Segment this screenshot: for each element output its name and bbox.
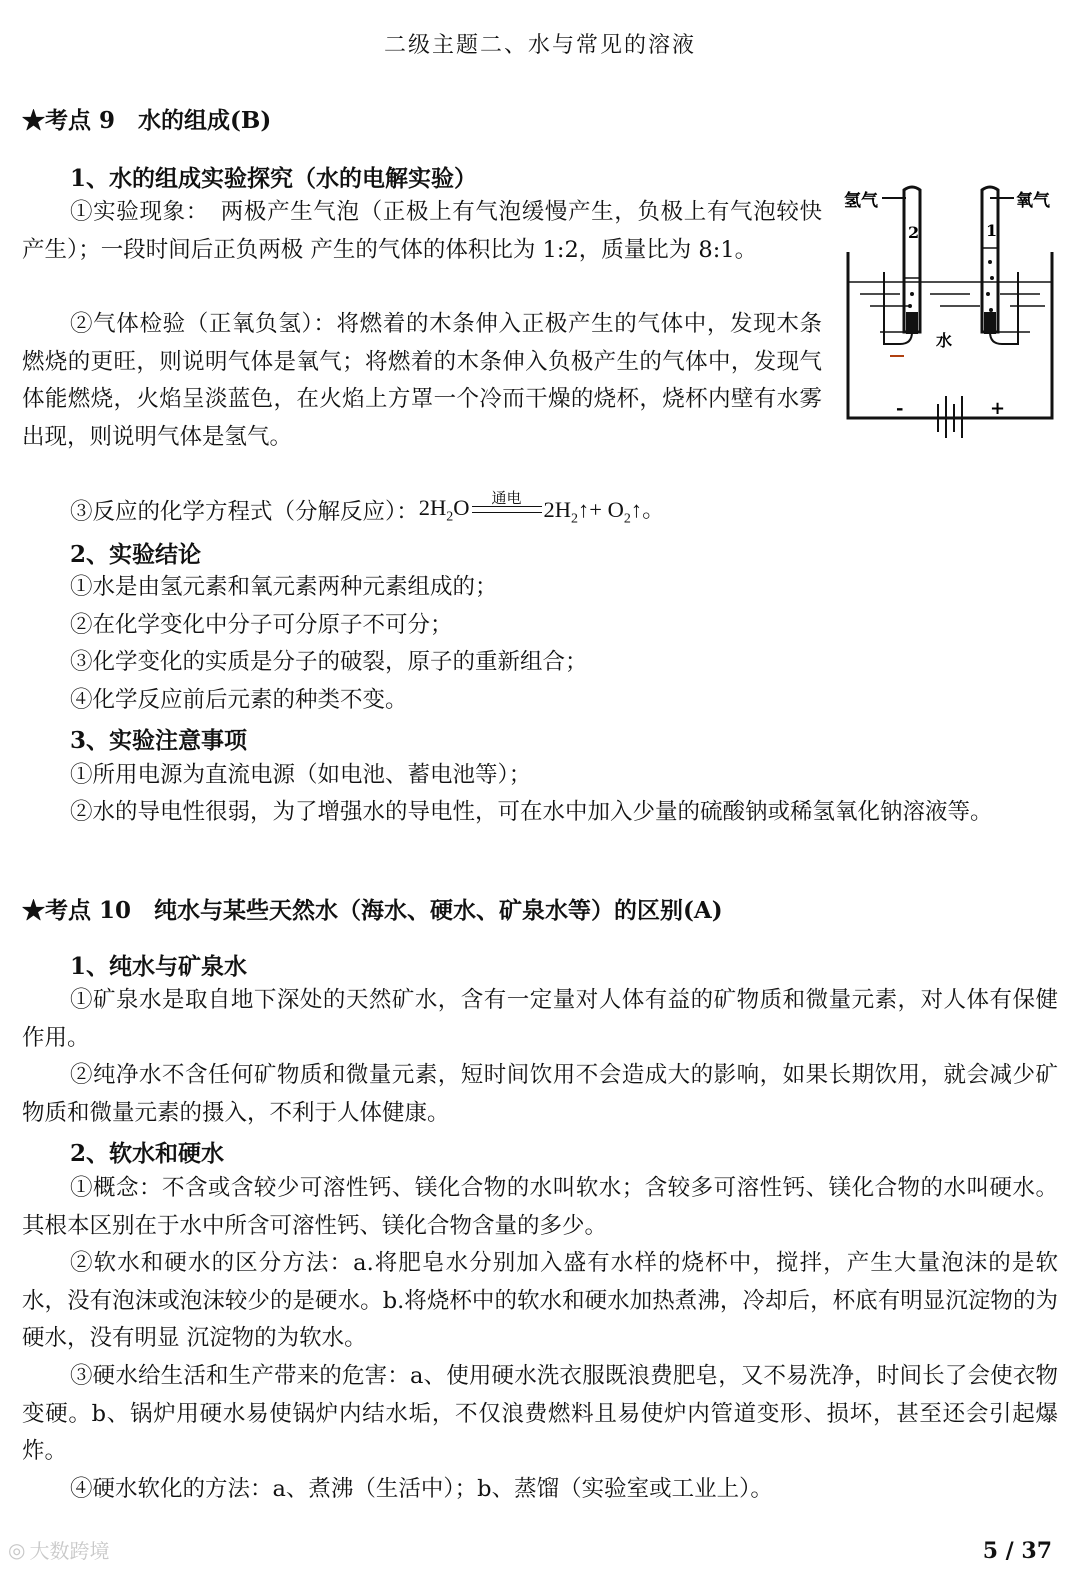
- hardwater-item: ③硬水给生活和生产带来的危害：a、使用硬水洗衣服既浪费肥皂，又不易洗净，时间长了会使衣物变硬。b、锅炉用硬水易使锅炉内结水垢，不仅浪费燃料且易使炉内管道变形、损坏，甚至还会引起爆炸。: [22, 1363, 1058, 1464]
- precaution-item: ②水的导电性很弱，为了增强水的导电性，可在水中加入少量的硫酸钠或稀氢氧化钠溶液等。: [70, 799, 993, 825]
- hardwater-item: ④硬水软化的方法：a、煮沸（生活中）；b、蒸馏（实验室或工业上）。: [70, 1476, 773, 1502]
- page-number: 5 / 37: [982, 1538, 1052, 1564]
- paragraph-gas-test: ②气体检验（正氧负氢）：将燃着的木条伸入正极产生的气体中，发现木条燃烧的更旺，则说明气体是氧气；将燃着的木条伸入负极产生的气体中，发现气体能燃烧，火焰呈淡蓝色，在火焰上方罩一个冷而干燥的烧杯，烧杯内壁有水雾出现，则说明气体是氢气。: [22, 311, 822, 450]
- hardwater-item: ②软水和硬水的区分方法：a.将肥皂水分别加入盛有水样的烧杯中，搅拌，产生大量泡沫的是软水，没有泡沫或泡沫较少的是硬水。b.将烧杯中的软水和硬水加热煮沸，冷却后，杯底有明显沉淀物的为硬水，没有明显 沉淀物的为软水。: [22, 1250, 1058, 1351]
- subheading-conclusion: 2、实验结论: [70, 541, 202, 568]
- section-10-title: ★考点 10 纯水与某些天然水（海水、硬水、矿泉水等）的区别(A): [22, 897, 723, 924]
- hydrogen-label: 氢气: [844, 191, 878, 211]
- hardwater-item: ①概念：不含或含较少可溶性钙、镁化合物的水叫软水；含较多可溶性钙、镁化合物的水叫硬水。其根本区别在于水中所含可溶性钙、镁化合物含量的多少。: [22, 1175, 1058, 1239]
- electrolysis-apparatus-svg: [840, 182, 1060, 442]
- subheading-electrolysis: 1、水的组成实验探究（水的电解实验）: [70, 165, 478, 192]
- conclusion-item: ④化学反应前后元素的种类不变。: [70, 687, 408, 713]
- paragraph-phenomenon: ①实验现象： 两极产生气泡（正极上有气泡缓慢产生，负极上有气泡较快产生）；一段时间后正负两极 产生的气体的体积比为 1:2，质量比为 8:1。: [22, 199, 822, 263]
- section-9-title: ★考点 9 水的组成(B): [22, 107, 272, 134]
- oxygen-label: 氧气: [1016, 191, 1050, 211]
- conclusion-item: ②在化学变化中分子可分原子不可分；: [70, 612, 453, 638]
- page-header: 二级主题二、水与常见的溶液: [383, 33, 696, 58]
- subheading-precautions: 3、实验注意事项: [70, 727, 248, 754]
- minus-sign: -: [896, 398, 904, 419]
- reaction-condition: 通电: [491, 489, 522, 508]
- plus-sign: +: [990, 398, 1006, 419]
- conclusion-item: ①水是由氢元素和氧元素两种元素组成的；: [70, 574, 498, 600]
- equation-products: $2H_2↑+$ $O_2↑$。: [543, 497, 665, 527]
- electrolysis-diagram: [840, 182, 1060, 442]
- watermark-logo-icon: ◎: [8, 1537, 26, 1562]
- tube-right-mark: 1: [986, 221, 998, 240]
- mineral-item: ②纯净水不含任何矿物质和微量元素，短时间饮用不会造成大的影响，如果长期饮用，就会减少矿物质和微量元素的摄入，不利于人体健康。: [22, 1062, 1058, 1126]
- tube-left-mark: 2: [908, 223, 920, 242]
- subheading-pure-mineral: 1、纯水与矿泉水: [70, 953, 248, 980]
- subheading-soft-hard: 2、软水和硬水: [70, 1140, 225, 1167]
- mineral-item: ①矿泉水是取自地下深处的天然矿水，含有一定量对人体有益的矿物质和微量元素，对人体有保健作用。: [22, 987, 1058, 1051]
- water-label: 水: [936, 331, 953, 350]
- equation-prefix: ③反应的化学方程式（分解反应）：: [70, 498, 419, 525]
- watermark: ◎ 大数跨境: [8, 1537, 110, 1563]
- chemical-equation: [70, 489, 665, 528]
- conclusion-item: ③化学变化的实质是分子的破裂，原子的重新组合；: [70, 649, 588, 675]
- equation-reactant: $2H_2O$: [418, 494, 470, 524]
- precaution-item: ①所用电源为直流电源（如电池、蓄电池等）；: [70, 762, 532, 788]
- reaction-arrow: [472, 490, 542, 513]
